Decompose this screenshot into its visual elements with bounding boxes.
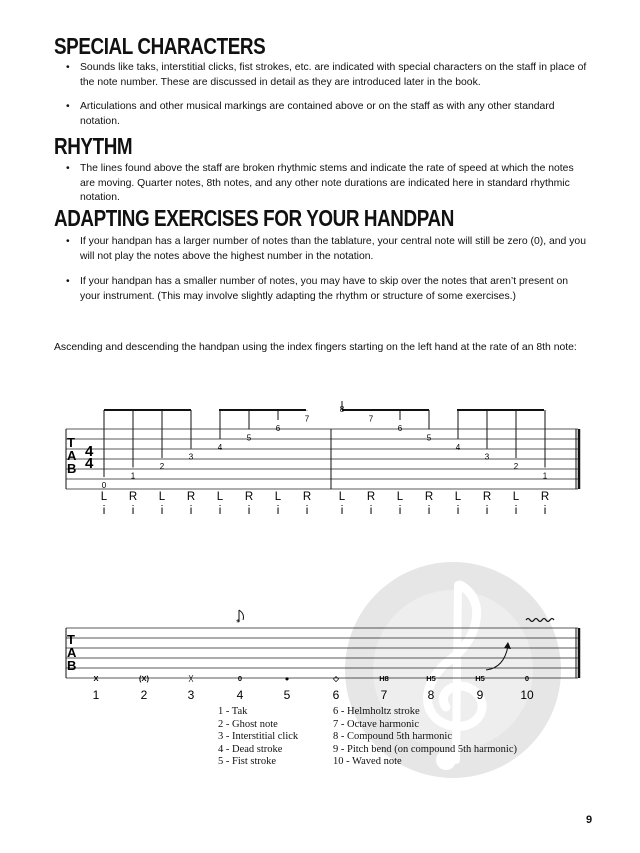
hand-label: R (128, 491, 138, 503)
technique-number: 4 (236, 688, 244, 702)
finger-label: i (160, 505, 164, 517)
hand-label: R (302, 491, 312, 503)
technique-number: 2 (140, 688, 148, 702)
finger-label: i (189, 505, 193, 517)
legend-item: 1 - Tak (218, 706, 248, 717)
technique-symbol: H8 (379, 674, 389, 683)
hand-label: R (186, 491, 196, 503)
tab-clef-t: T (67, 632, 75, 647)
technique-symbol: X (93, 674, 99, 683)
tab-note: 7 (304, 414, 310, 424)
hand-label: L (100, 491, 108, 503)
finger-label: i (218, 505, 222, 517)
tab-note: 4 (217, 443, 223, 452)
hand-label: R (540, 491, 550, 503)
technique-number: 6 (332, 688, 340, 702)
time-signature-bottom: 4 (85, 455, 94, 472)
bullet-adapting-2: • If your handpan has a smaller number of notes, you may have to skip over the notes that aren’t present on your instrument. (This may involve slightly adapting the rhythm or structure of some exercises.) (66, 275, 590, 304)
tab-note: 4 (455, 443, 461, 452)
finger-label: i (427, 505, 431, 517)
hand-label: L (158, 491, 166, 503)
bullet-rhythm-1: • The lines found above the staff are broken rhythmic stems and indicate the rate of speed at which the notes are moving. Quarter notes, 8th notes, and any other note durations are indicated here in standard rhythmic notation. (66, 162, 590, 206)
tab-note: 1 (130, 471, 136, 481)
wave-mark (526, 619, 554, 622)
legend-right (333, 706, 517, 769)
heading-special-characters: SPECIAL CHARACTERS (54, 33, 266, 59)
tab-clef-t: T (67, 435, 75, 450)
tab-staff-example2 (0, 600, 640, 710)
example1-caption: Ascending and descending the handpan using the index fingers starting on the left hand at the rate of an 8th note: (54, 342, 577, 353)
legend-item: 5 - Fist stroke (218, 756, 277, 768)
finger-label: i (456, 505, 460, 517)
tab-clef-b: B (67, 658, 77, 673)
hand-label: L (338, 491, 346, 503)
technique-symbol: ● (284, 674, 290, 683)
bullet-special-1: • Sounds like taks, interstitial clicks, fist strokes, etc. are indicated with special characters on the staff in place of the note number. These are discussed in detail as they are introduced later in the book. (66, 61, 590, 90)
finger-label: i (131, 505, 135, 517)
heading-rhythm: RHYTHM (54, 133, 133, 159)
legend-item: 8 - Compound 5th harmonic (333, 731, 452, 743)
hand-label: R (366, 491, 376, 503)
tab-clef-a: A (67, 448, 77, 463)
legend-item: 6 - Helmholtz stroke (333, 706, 420, 717)
finger-label: i (305, 505, 309, 517)
finger-label: i (247, 505, 251, 517)
hand-label: R (482, 491, 492, 503)
hand-label: R (244, 491, 254, 503)
finger-label: i (543, 505, 547, 517)
hand-label: R (424, 491, 434, 503)
tab-note: 8 (339, 405, 345, 414)
page-number: 9 (586, 814, 593, 826)
finger-label: i (340, 505, 344, 517)
tab-clef-a: A (67, 645, 77, 660)
hand-label: L (216, 491, 224, 503)
time-signature-top: 4 (85, 443, 94, 460)
tab-note: 7 (368, 414, 374, 424)
eighth-note-mark (236, 610, 244, 629)
technique-number: 3 (187, 688, 195, 702)
tab-clef-b: B (67, 461, 77, 476)
legend-item: 3 - Interstitial click (218, 731, 299, 743)
legend-item: 10 - Waved note (333, 756, 402, 768)
finger-label: i (276, 505, 280, 517)
hand-label: L (396, 491, 404, 503)
tab-note: 3 (188, 452, 194, 462)
finger-label: i (398, 505, 402, 517)
technique-symbol: ᚷ (188, 674, 194, 683)
finger-label: i (369, 505, 373, 517)
legend-left (218, 706, 298, 769)
bullet-special-2: • Articulations and other musical markings are contained above or on the staff as with any other standard notation. (66, 100, 590, 129)
tab-note: 2 (159, 462, 165, 471)
bullet-adapting-1: • If your handpan has a larger number of notes than the tablature, your central note will still be zero (0), and you will not play the notes above the highest number in the notation. (66, 235, 590, 264)
legend-item: 2 - Ghost note (218, 718, 278, 730)
tab-note: 3 (484, 452, 490, 462)
finger-label: i (102, 505, 106, 517)
technique-number: 10 (520, 688, 534, 702)
technique-number: 9 (476, 688, 484, 702)
tab-note: 0 (101, 481, 107, 490)
heading-adapting-exercises: ADAPTING EXERCISES FOR YOUR HANDPAN (54, 205, 454, 231)
legend-item: 7 - Octave harmonic (333, 718, 420, 730)
svg-text:*: * (236, 618, 240, 629)
tab-note: 5 (426, 433, 432, 443)
technique-number: 8 (427, 688, 435, 702)
legend-item: 9 - Pitch bend (on compound 5th harmonic) (333, 743, 518, 755)
technique-symbol: H5 (475, 674, 485, 683)
tab-note: 2 (513, 462, 519, 471)
legend-item: 4 - Dead stroke (218, 743, 283, 755)
technique-number: 7 (380, 688, 388, 702)
hand-label: L (512, 491, 520, 503)
technique-symbol: ◇ (333, 674, 339, 683)
hand-label: L (274, 491, 282, 503)
technique-number: 1 (92, 688, 100, 702)
tab-note: 6 (397, 424, 403, 433)
tab-note: 6 (275, 424, 281, 433)
technique-number: 5 (283, 688, 291, 702)
finger-label: i (514, 505, 518, 517)
technique-symbol: (X) (139, 674, 149, 683)
tab-staff-example1 (0, 395, 640, 525)
technique-symbol: H5 (426, 674, 436, 683)
technique-symbol: 0 (524, 674, 530, 683)
finger-label: i (485, 505, 489, 517)
tab-note: 1 (542, 471, 548, 481)
technique-symbol: 0 (237, 674, 243, 683)
hand-label: L (454, 491, 462, 503)
tab-note: 5 (246, 433, 252, 443)
